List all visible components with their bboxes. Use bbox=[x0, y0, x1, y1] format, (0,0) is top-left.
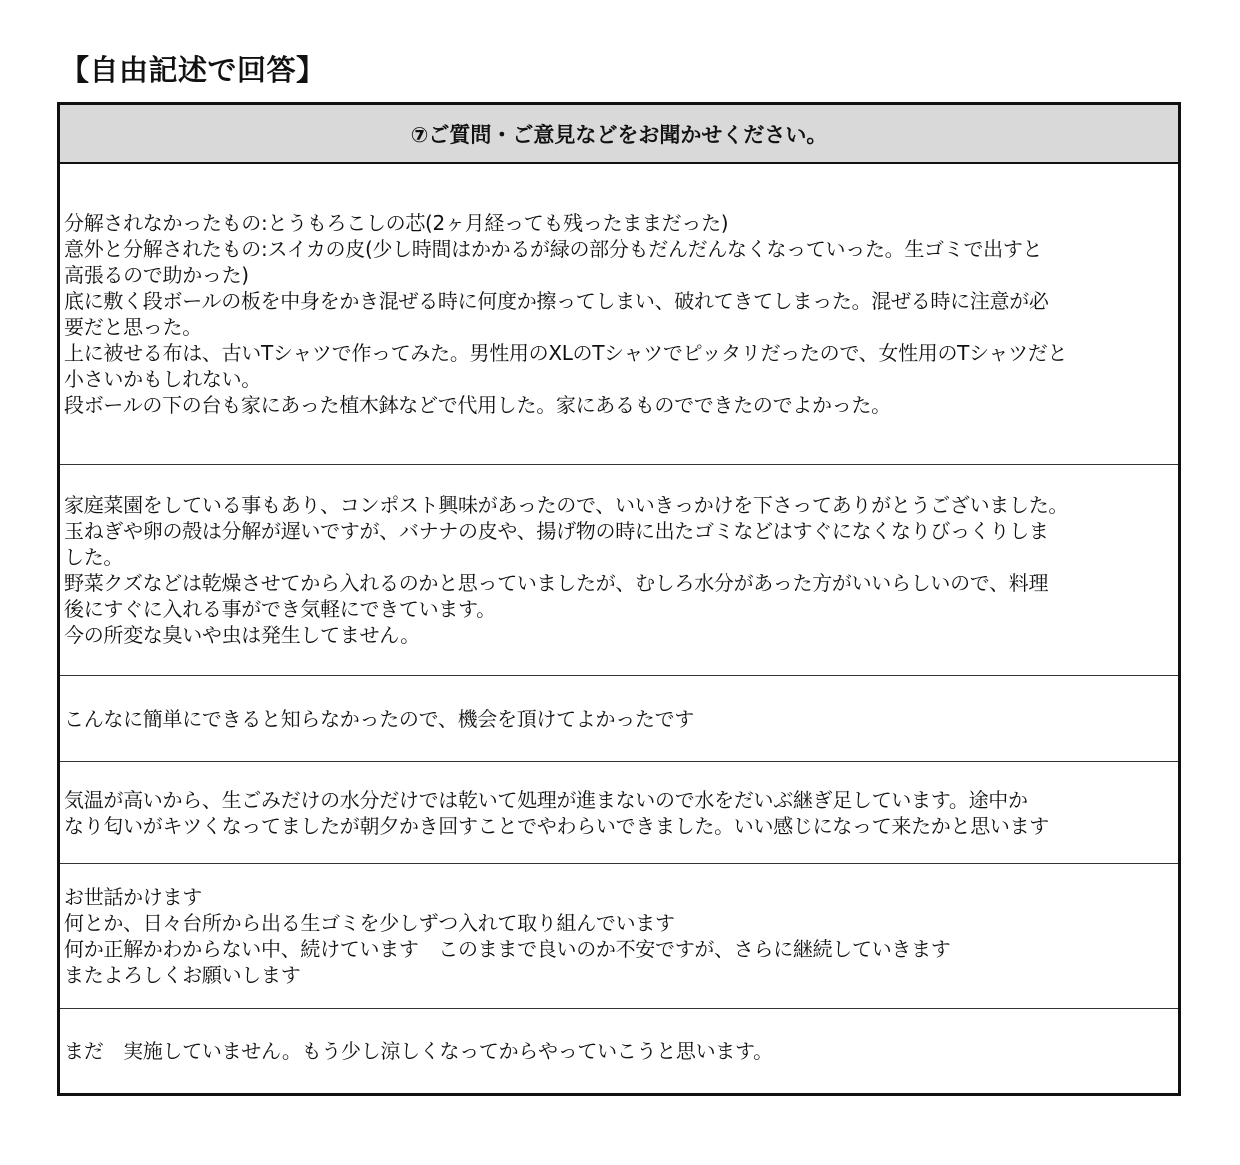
response-text-line: 今の所変な臭いや虫は発生してません。 bbox=[64, 623, 420, 647]
response-text-line: 意外と分解されたもの:スイカの皮(少し時間はかかるが緑の部分もだんだんなくなっていった。生ゴミで出すと bbox=[64, 237, 1043, 261]
page-title: 【自由記述で回答】 bbox=[60, 53, 326, 87]
response-text-line: 分解されなかったもの:とうもろこしの芯(2ヶ月経っても残ったままだった) bbox=[64, 211, 729, 235]
response-text-line: 要だと思った。 bbox=[64, 315, 202, 339]
response-text-line: またよろしくお願いします bbox=[64, 963, 301, 987]
response-text-line: お世話かけます bbox=[64, 885, 202, 909]
response-row-6 bbox=[60, 1009, 1178, 1093]
response-row-2 bbox=[60, 465, 1178, 676]
response-text-line: 小さいかもしれない。 bbox=[64, 367, 261, 391]
response-text-line: 気温が高いから、生ごみだけの水分だけでは乾いて処理が進まないので水をだいぶ継ぎ足しています。途中か bbox=[64, 787, 1028, 812]
table-header: ⑦ご質問・ご意見などをお聞かせください。 bbox=[60, 105, 1178, 164]
response-text-line: した。 bbox=[64, 545, 124, 569]
response-text-line: こんなに簡単にできると知らなかったので、機会を頂けてよかったです bbox=[64, 706, 694, 731]
response-text-line: 段ボールの下の台も家にあった植木鉢などで代用した。家にあるものでできたのでよかった。 bbox=[64, 393, 891, 417]
response-text-line: 玉ねぎや卵の殻は分解が遅いですが、バナナの皮や、揚げ物の時に出たゴミなどはすぐになくなりびっくりしま bbox=[64, 519, 1049, 543]
response-text-line: 高張るので助かった) bbox=[64, 263, 249, 287]
response-row-3 bbox=[60, 676, 1178, 762]
response-text-line: 上に被せる布は、古いTシャツで作ってみた。男性用のXLのTシャツでピッタリだったので、女性用のTシャツだと bbox=[64, 341, 1068, 365]
response-row-1 bbox=[60, 164, 1178, 465]
response-text-line: 野菜クズなどは乾燥させてから入れるのかと思っていましたが、むしろ水分があった方がいいらしいので、料理 bbox=[64, 571, 1049, 595]
response-text-line: 何とか、日々台所から出る生ゴミを少しずつ入れて取り組んでいます bbox=[64, 911, 675, 935]
response-text-line: 底に敷く段ボールの板を中身をかき混ぜる時に何度か擦ってしまい、破れてきてしまった。混ぜる時に注意が必 bbox=[64, 289, 1049, 313]
response-table bbox=[57, 102, 1181, 1096]
response-text-line: 後にすぐに入れる事ができ気軽にできています。 bbox=[64, 597, 496, 621]
response-row-5 bbox=[60, 864, 1178, 1009]
response-text-line: 何か正解かわからない中、続けています このままで良いのか不安ですが、さらに継続していきます bbox=[64, 937, 951, 961]
response-text-line: なり匂いがキツくなってましたが朝夕かき回すことでやわらいできました。いい感じになって来たかと思います bbox=[64, 813, 1049, 838]
response-row-4 bbox=[60, 762, 1178, 864]
response-text-line: まだ 実施していません。もう少し涼しくなってからやっていこうと思います。 bbox=[64, 1039, 773, 1063]
response-text-line: 家庭菜園をしている事もあり、コンポスト興味があったので、いいきっかけを下さってありがとうございました。 bbox=[64, 493, 1069, 517]
